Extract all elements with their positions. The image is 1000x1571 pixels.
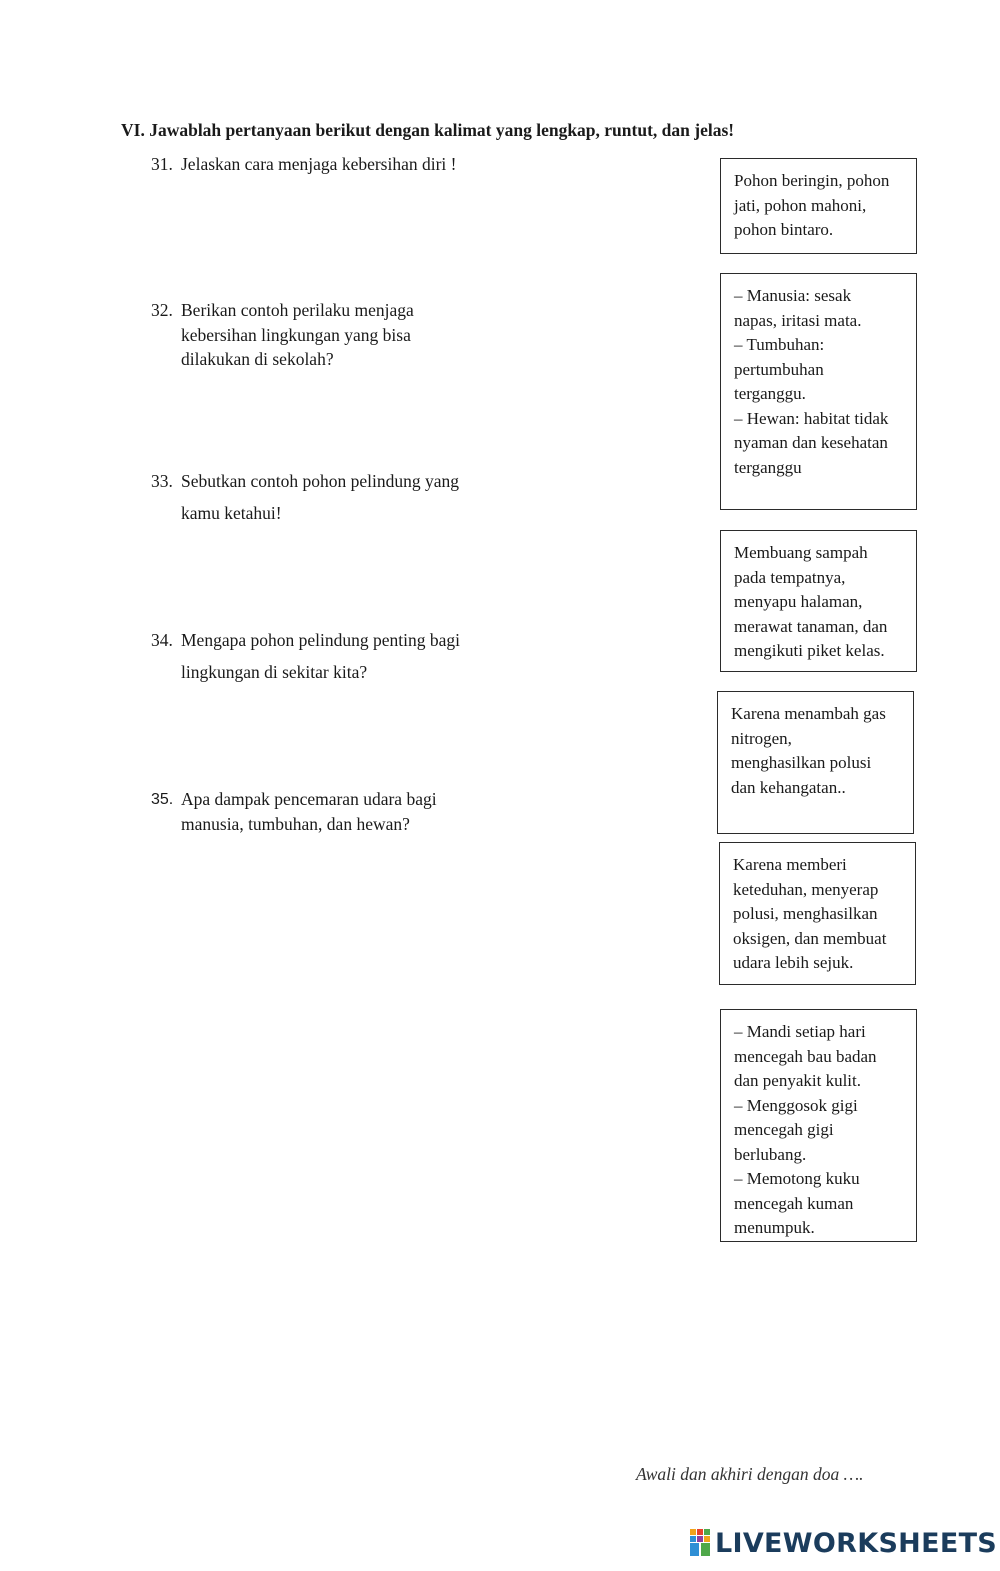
question-number: 35. — [151, 791, 174, 808]
answer-box-dampak-pencemaran[interactable]: – Manusia: sesak napas, iritasi mata. – Tumbuhan: pertumbuhan terganggu. – Hewan: habitat tidak nyaman dan kesehatan terganggu — [720, 273, 917, 510]
question-text: Sebutkan contoh pohon pelindung yang kamu ketahui! — [181, 471, 460, 523]
answer-box-kebersihan-sekolah[interactable]: Membuang sampah pada tempatnya, menyapu halaman, merawat tanaman, dan mengikuti piket kelas. — [720, 530, 917, 672]
answer-box-distractor[interactable]: Karena menambah gas nitrogen, menghasilkan polusi dan kehangatan.. — [717, 691, 914, 834]
footer-note: Awali dan akhiri dengan doa …. — [636, 1464, 864, 1484]
question-text: Mengapa pohon pelindung penting bagi lingkungan di sekitar kita? — [181, 630, 460, 682]
answer-box-kebersihan-diri[interactable]: – Mandi setiap hari mencegah bau badan dan penyakit kulit. – Menggosok gigi mencegah gigi berlubang. – Memotong kuku mencegah kuman menumpuk. — [720, 1009, 917, 1242]
answer-box-pentingnya-pohon[interactable]: Karena memberi keteduhan, menyerap polusi, menghasilkan oksigen, dan membuat udara lebih sejuk. — [719, 842, 916, 985]
liveworksheets-logo-icon — [690, 1529, 712, 1557]
question-number: 33. — [151, 471, 173, 491]
question-text: Berikan contoh perilaku menjaga kebersihan lingkungan yang bisa dilakukan di sekolah? — [181, 300, 414, 369]
question-text: Apa dampak pencemaran udara bagi manusia, tumbuhan, dan hewan? — [181, 789, 437, 834]
question-number: 34. — [151, 630, 173, 650]
answer-box-pohon-pelindung[interactable]: Pohon beringin, pohon jati, pohon mahoni, pohon bintaro. — [720, 158, 917, 254]
question-number: 32. — [151, 300, 173, 320]
liveworksheets-logo — [690, 1526, 997, 1560]
brand-name: LIVEWORKSHEETS — [715, 1527, 998, 1559]
question-text: Jelaskan cara menjaga kebersihan diri ! — [181, 154, 457, 174]
question-number: 31. — [151, 154, 173, 174]
section-heading: VI. Jawablah pertanyaan berikut dengan kalimat yang lengkap, runtut, dan jelas! — [121, 120, 735, 140]
